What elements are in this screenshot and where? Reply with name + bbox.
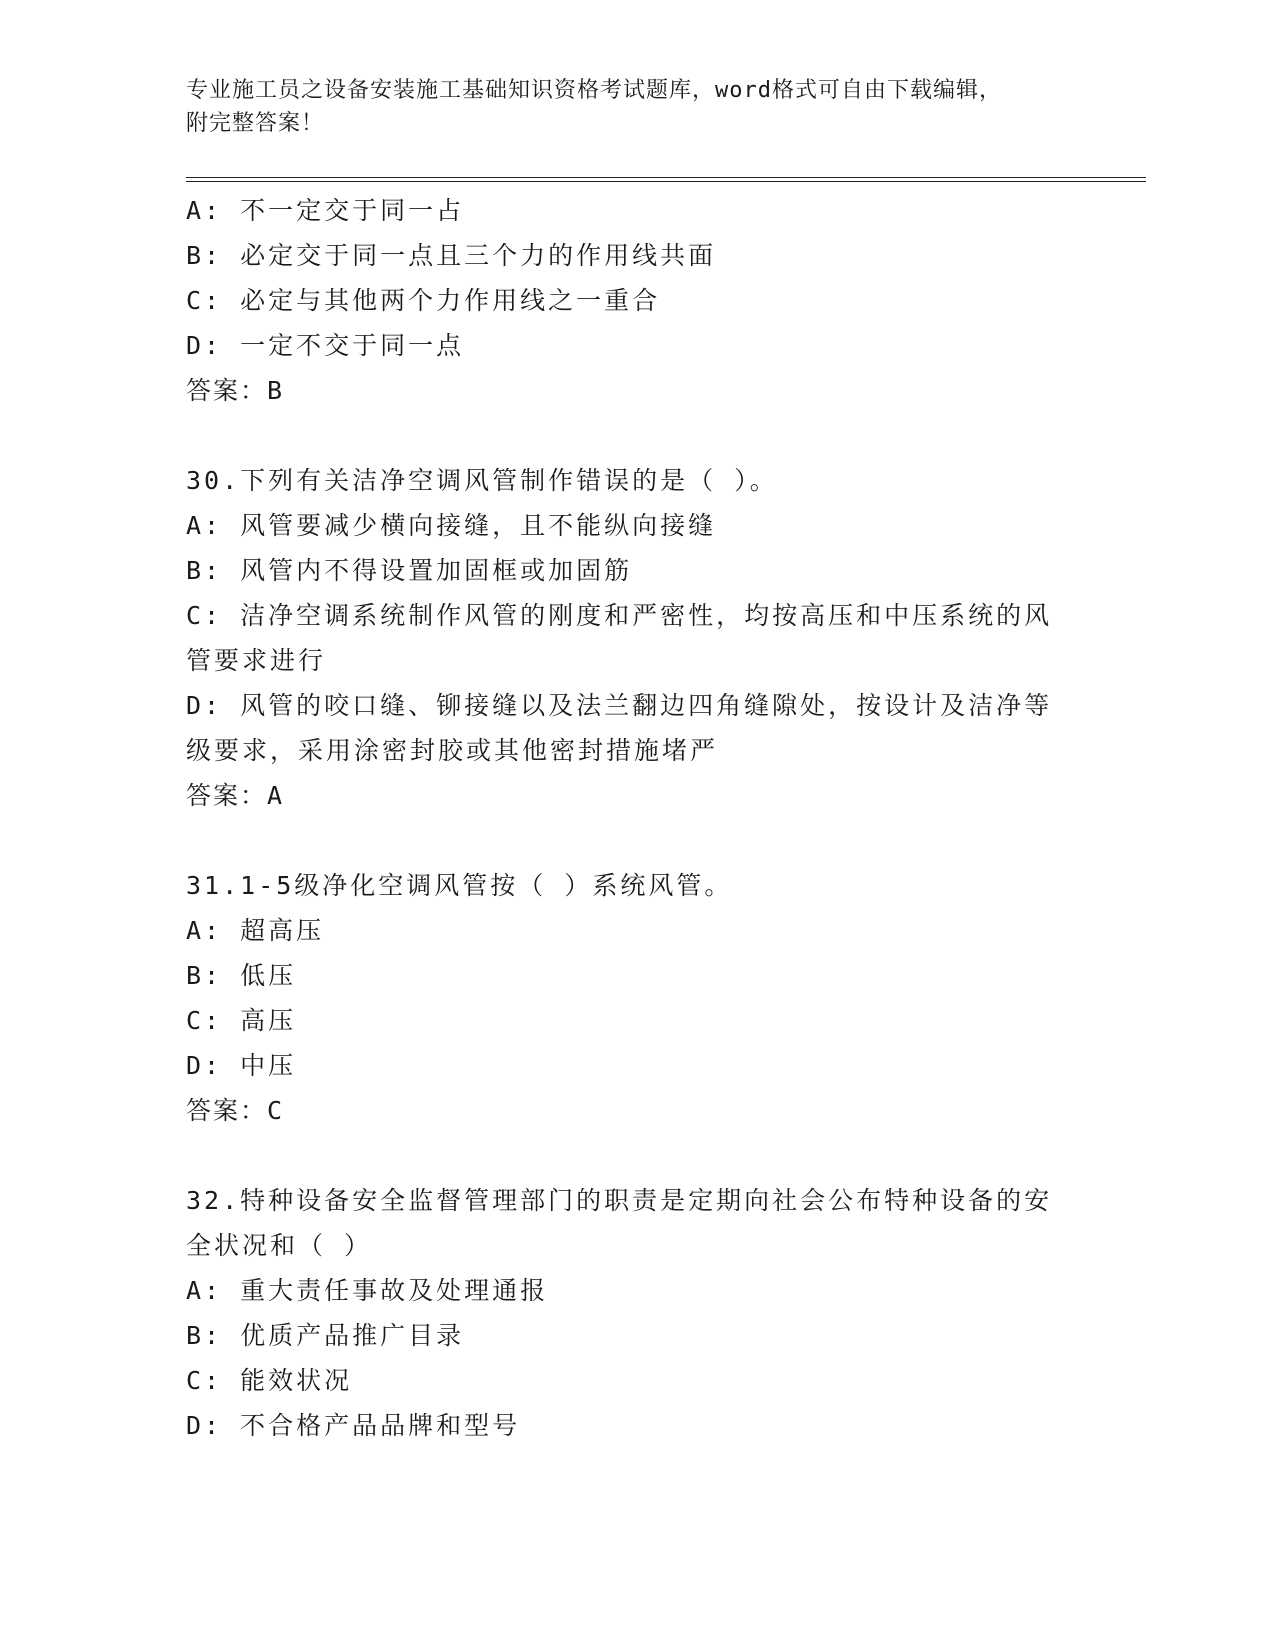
question-32-option-a: A: 重大责任事故及处理通报: [186, 1276, 549, 1305]
header-divider: [186, 177, 1146, 182]
question-31-answer: 答案：C: [186, 1096, 285, 1125]
question-30-answer: 答案：A: [186, 781, 285, 810]
question-30-option-b: B: 风管内不得设置加固框或加固筋: [186, 556, 633, 585]
question-31-stem: 31.1-5级净化空调风管按（ ）系统风管。: [186, 871, 733, 900]
option-b: B: 必定交于同一点且三个力的作用线共面: [186, 241, 717, 270]
option-a: A: 不一定交于同一占: [186, 196, 465, 225]
question-32-stem-line-1: 32.特种设备安全监督管理部门的职责是定期向社会公布特种设备的安: [186, 1186, 1053, 1215]
header-line-1: 专业施工员之设备安装施工基础知识资格考试题库，word格式可自由下载编辑，: [186, 78, 1002, 103]
answer: 答案：B: [186, 376, 285, 405]
option-d: D: 一定不交于同一点: [186, 331, 465, 360]
option-c: C: 必定与其他两个力作用线之一重合: [186, 286, 661, 315]
question-30-option-d-line-2: 级要求，采用涂密封胶或其他密封措施堵严: [186, 736, 719, 765]
question-32-option-b: B: 优质产品推广目录: [186, 1321, 465, 1350]
question-content: [186, 188, 1066, 1448]
document-header: [186, 74, 1066, 140]
header-line-2: 附完整答案！: [186, 111, 325, 136]
question-31-option-d: D: 中压: [186, 1051, 297, 1080]
question-30-option-c-line-2: 管要求进行: [186, 646, 327, 675]
question-30-option-c-line-1: C: 洁净空调系统制作风管的刚度和严密性，均按高压和中压系统的风: [186, 601, 1053, 630]
question-30-stem: 30.下列有关洁净空调风管制作错误的是（ ）。: [186, 466, 778, 495]
spacer: [186, 1133, 1066, 1178]
question-31-option-a: A: 超高压: [186, 916, 325, 945]
spacer: [186, 818, 1066, 863]
question-32-option-d: D: 不合格产品品牌和型号: [186, 1411, 521, 1440]
question-32-option-c: C: 能效状况: [186, 1366, 353, 1395]
question-31-option-b: B: 低压: [186, 961, 297, 990]
question-32-stem-line-2: 全状况和（ ）: [186, 1231, 373, 1260]
question-31-option-c: C: 高压: [186, 1006, 297, 1035]
question-30-option-d-line-1: D: 风管的咬口缝、铆接缝以及法兰翻边四角缝隙处，按设计及洁净等: [186, 691, 1053, 720]
question-30-option-a: A: 风管要减少横向接缝，且不能纵向接缝: [186, 511, 717, 540]
spacer: [186, 413, 1066, 458]
